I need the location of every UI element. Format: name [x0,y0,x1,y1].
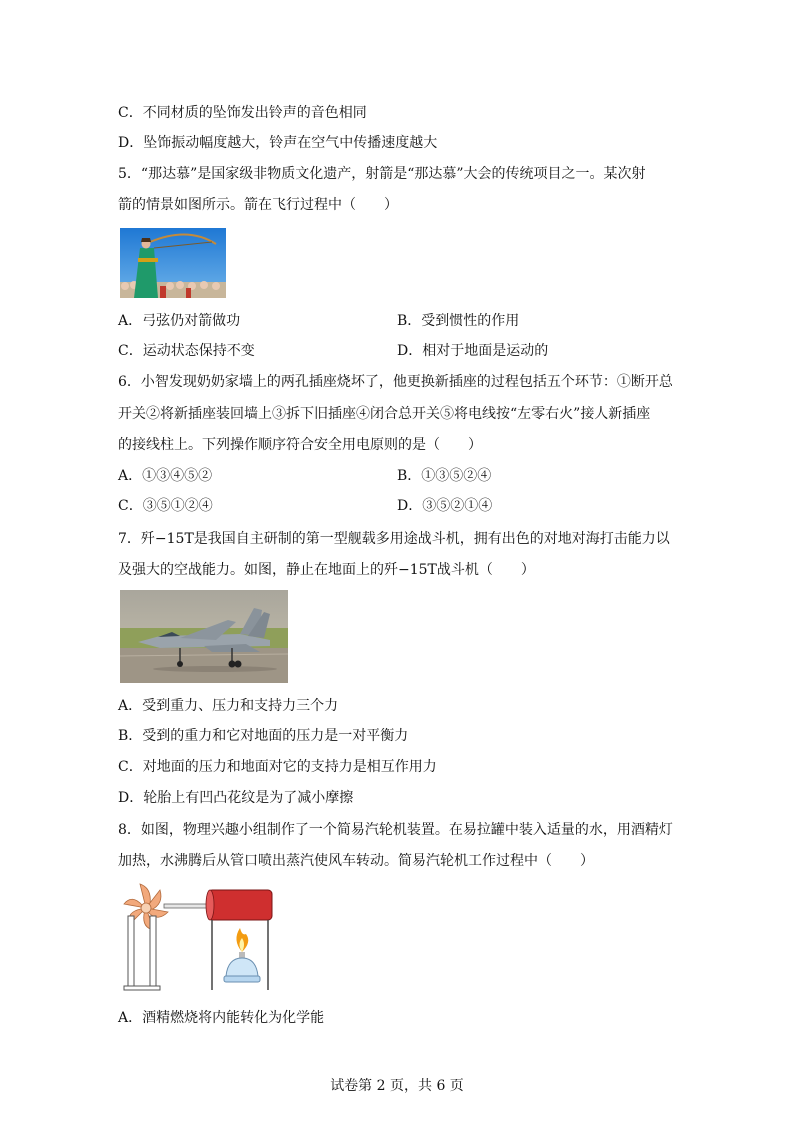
q4-option-d: D．坠饰振动幅度越大，铃声在空气中传播速度越大 [118,135,438,151]
q6-option-c: C．③⑤①②④ [118,498,213,514]
q7-option-a: A．受到重力、压力和支持力三个力 [118,698,339,714]
q6-option-d: D．③⑤②①④ [397,498,493,514]
q5-option-a: A．弓弦仍对箭做功 [118,313,241,329]
archery-photo [120,228,226,298]
q6-option-a: A．①③④⑤② [118,468,213,484]
q6-stem-line1: 6．小智发现奶奶家墙上的两孔插座烧坏了，他更换新插座的过程包括五个环节：①断开总 [118,374,673,390]
q7-option-c: C．对地面的压力和地面对它的支持力是相互作用力 [118,759,437,775]
q5-stem-line2: 箭的情景如图所示。箭在飞行过程中（ ） [118,197,398,213]
fighter-jet-photo [120,590,288,683]
q5-option-c: C．运动状态保持不变 [118,343,255,359]
q8-option-a: A．酒精燃烧将内能转化为化学能 [118,1010,325,1026]
q7-stem-line2: 及强大的空战能力。如图，静止在地面上的歼−15T战斗机（ ） [118,562,535,578]
q7-option-b: B．受到的重力和它对地面的压力是一对平衡力 [118,728,409,744]
steam-turbine-diagram [118,878,278,998]
q8-stem-line2: 加热，水沸腾后从管口喷出蒸汽使风车转动。简易汽轮机工作过程中（ ） [118,853,594,869]
q6-option-b: B．①③⑤②④ [397,468,492,484]
q4-option-c: C．不同材质的坠饰发出铃声的音色相同 [118,105,367,121]
q5-option-d: D．相对于地面是运动的 [397,343,549,359]
q6-stem-line3: 的接线柱上。下列操作顺序符合安全用电原则的是（ ） [118,437,482,453]
q7-stem-line1: 7．歼−15T是我国自主研制的第一型舰载多用途战斗机，拥有出色的对地对海打击能力以 [118,531,670,547]
q7-option-d: D．轮胎上有凹凸花纹是为了减小摩擦 [118,790,354,806]
page-footer: 试卷第 2 页，共 6 页 [330,1078,464,1094]
q8-stem-line1: 8．如图，物理兴趣小组制作了一个简易汽轮机装置。在易拉罐中装入适量的水，用酒精灯 [118,822,673,838]
q5-stem-line1: 5．“那达慕”是国家级非物质文化遗产，射箭是“那达慕”大会的传统项目之一。某次射 [118,166,646,182]
q6-stem-line2: 开关②将新插座装回墙上③拆下旧插座④闭合总开关⑤将电线按“左零右火”接人新插座 [118,406,651,422]
q5-option-b: B．受到惯性的作用 [397,313,520,329]
